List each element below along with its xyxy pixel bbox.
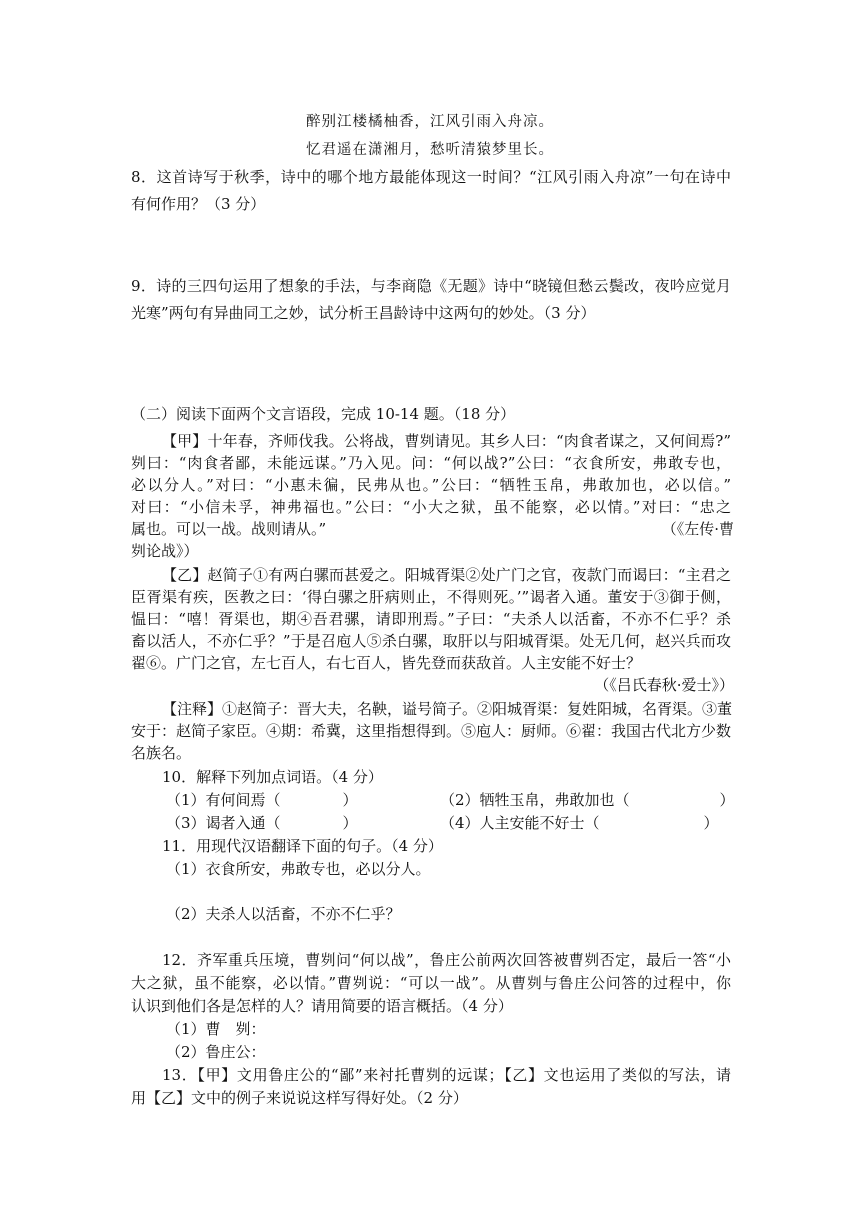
notes-line: 名族名。 <box>131 744 192 762</box>
question-12-line-1: 12．齐军重兵压境，曹刿问“何以战”，鲁庄公前两次回答被曹刿否定，最后一答“小 <box>162 951 731 969</box>
passage-yi-line: 翟⑥。广门之官，左七百人，右七百人，皆先登而获敌首。人主安能不好士？ <box>131 654 642 672</box>
question-9-line-1: 9．诗的三四句运用了想象的手法，与李商隐《无题》诗中“晓镜但愁云鬓改，夜吟应觉月 <box>131 277 731 295</box>
question-12-line-2: 大之狱，虽不能察，必以情。”曹刿说：“可以一战”。从曹刿与鲁庄公问答的过程中，你 <box>131 974 731 992</box>
question-12-line-3: 认识到他们各是怎样的人？请用简要的语言概括。（4 分） <box>131 997 513 1015</box>
q11-sentence-1: （1）衣食所安，弗敢专也，必以分人。 <box>166 860 431 878</box>
passage-jia-line: 属也。可以一战。战则请从。” <box>131 520 327 538</box>
question-13-line-2: 用【乙】文中的例子来说说这样写得好处。（2 分） <box>131 1089 468 1107</box>
question-11-title: 11．用现代汉语翻译下面的句子。（4 分） <box>162 837 443 855</box>
q12-answer-lu-zhuang-gong: （2）鲁庄公： <box>166 1043 266 1061</box>
passage-jia-line: 【甲】十年春，齐师伐我。公将战，曹刿请见。其乡人曰：“肉食者谋之，又何间焉?” <box>162 432 731 450</box>
q10-item-3: （3）谒者入通（ ） <box>166 814 358 832</box>
q10-item-1: （1）有何间焉（ ） <box>166 791 358 809</box>
passage-yi-line: 臣胥渠有疾，医教之曰：‘得白骡之肝病则止，不得则死。’”谒者入通。董安于③御于侧， <box>131 588 731 606</box>
notes-line: 【注释】①赵简子：晋大夫，名鞅，谥号简子。②阳城胥渠：复姓阳城，名胥渠。③董 <box>162 700 733 718</box>
q10-item-4: （4）人主安能不好士（ ） <box>440 814 719 832</box>
passage-jia-source: （《左传·曹 <box>661 520 734 538</box>
q11-sentence-2: （2）夫杀人以活畜，不亦不仁乎？ <box>166 905 401 923</box>
poem-line-1: 醉别江楼橘柚香，江风引雨入舟凉。 <box>306 114 554 130</box>
passage-yi-source: （《吕氏春秋·爱士》） <box>594 676 734 694</box>
question-10-title: 10．解释下列加点词语。（4 分） <box>162 768 383 786</box>
poem-line-2: 忆君遥在潇湘月，愁听清猿梦里长。 <box>306 142 554 158</box>
question-13-line-1: 13．【甲】文用鲁庄公的“鄙”来衬托曹刿的远谋；【乙】文也运用了类似的写法，请 <box>162 1066 731 1084</box>
passage-jia-source-cont: 刿论战》） <box>131 542 199 560</box>
question-9-line-2: 光寒”两句有异曲同工之妙，试分析王昌龄诗中这两句的妙处。（3 分） <box>131 304 596 322</box>
question-8-line-2: 有何作用？（3 分） <box>131 195 266 213</box>
passage-jia-line: 对曰：“小信未孚，神弗福也。”公曰：“小大之狱，虽不能察，必以情。”对曰：“忠之 <box>131 498 731 516</box>
passage-yi-line: 愠曰：“嘻！胥渠也，期④吾君骡，请即刑焉。”子曰：“夫杀人以活畜，不亦不仁乎？杀 <box>131 610 731 628</box>
passage-yi-line: 【乙】赵简子①有两白骡而甚爱之。阳城胥渠②处广门之官，夜款门而谒曰：“主君之 <box>162 566 731 584</box>
passage-jia-line: 刿曰：“肉食者鄙，未能远谋。”乃入见。问：“何以战?”公曰：“衣食所安，弗敢专也， <box>131 454 731 472</box>
passage-jia-line: 必以分人。”对曰：“小惠未徧，民弗从也。”公曰：“牺牲玉帛，弗敢加也，必以信。” <box>131 476 731 494</box>
notes-line: 安于：赵简子家臣。④期：希冀，这里指想得到。⑤庖人：厨师。⑥翟：我国古代北方少数 <box>131 722 732 740</box>
section-2-heading: （二）阅读下面两个文言语段，完成 10-14 题。（18 分） <box>131 405 516 423</box>
passage-yi-line: 畜以活人，不亦仁乎？”于是召庖人⑤杀白骡，取肝以与阳城胥渠。处无几何，赵兴兵而攻 <box>131 632 731 650</box>
q12-answer-cao-gui: （1）曹 刿： <box>166 1020 266 1038</box>
q10-item-2: （2）牺牲玉帛，弗敢加也（ ） <box>440 791 735 809</box>
question-8-line-1: 8．这首诗写于秋季，诗中的哪个地方最能体现这一时间？“江风引雨入舟凉”一句在诗中 <box>131 168 731 186</box>
